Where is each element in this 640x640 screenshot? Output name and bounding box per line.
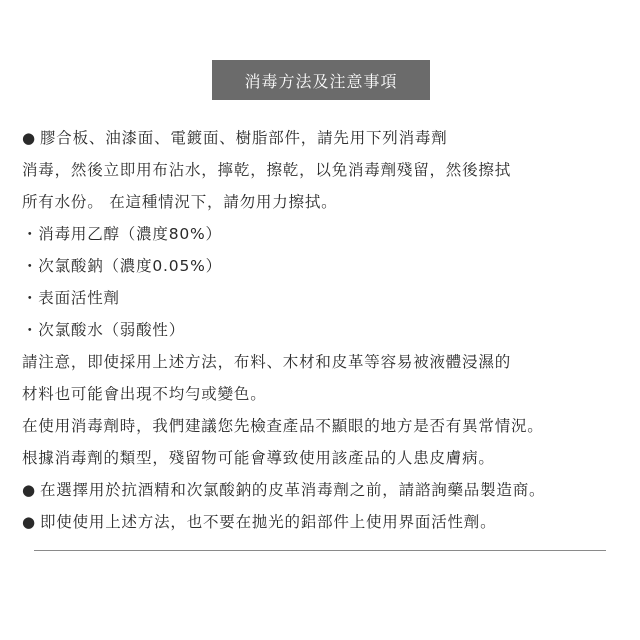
- line-text: ・表面活性劑: [22, 289, 120, 307]
- text-line: [22, 314, 632, 346]
- text-line: [22, 218, 632, 250]
- text-line: [22, 442, 632, 474]
- line-text: 材料也可能會出現不均勻或變色。: [22, 385, 267, 403]
- line-text: 所有水份。 在這種情況下，請勿用力擦拭。: [22, 193, 338, 211]
- line-text: 根據消毒劑的類型，殘留物可能會導致使用該產品的人患皮膚病。: [22, 449, 495, 467]
- text-line: [22, 506, 632, 538]
- text-line: [22, 410, 632, 442]
- bullet-icon: ●: [22, 481, 36, 499]
- divider-line: [34, 550, 606, 551]
- line-text: ・次氯酸鈉（濃度0.05%）: [22, 257, 222, 275]
- line-text: 消毒，然後立即用布沾水，擰乾，擦乾，以免消毒劑殘留，然後擦拭: [22, 161, 512, 179]
- line-text: 請注意，即使採用上述方法，布料、木材和皮革等容易被液體浸濕的: [22, 353, 512, 371]
- bullet-icon: ●: [22, 129, 36, 147]
- line-text: ・消毒用乙醇（濃度80%）: [22, 225, 222, 243]
- instructions-body: [22, 122, 632, 538]
- text-line: [22, 250, 632, 282]
- text-line: [22, 122, 632, 154]
- line-text: 即使使用上述方法，也不要在拋光的鋁部件上使用界面活性劑。: [40, 513, 497, 531]
- bullet-icon: ●: [22, 513, 36, 531]
- text-line: [22, 474, 632, 506]
- line-text: ・次氯酸水（弱酸性）: [22, 321, 186, 339]
- line-text: 在使用消毒劑時，我們建議您先檢查產品不顯眼的地方是否有異常情況。: [22, 417, 544, 435]
- line-text: 在選擇用於抗酒精和次氯酸鈉的皮革消毒劑之前，請諮詢藥品製造商。: [40, 481, 546, 499]
- line-text: 膠合板、油漆面、電鍍面、樹脂部件，請先用下列消毒劑: [40, 129, 448, 147]
- section-title: 消毒方法及注意事項: [244, 71, 398, 91]
- text-line: [22, 154, 632, 186]
- text-line: [22, 346, 632, 378]
- text-line: [22, 378, 632, 410]
- section-title-banner: [212, 60, 430, 100]
- text-line: [22, 186, 632, 218]
- text-line: [22, 282, 632, 314]
